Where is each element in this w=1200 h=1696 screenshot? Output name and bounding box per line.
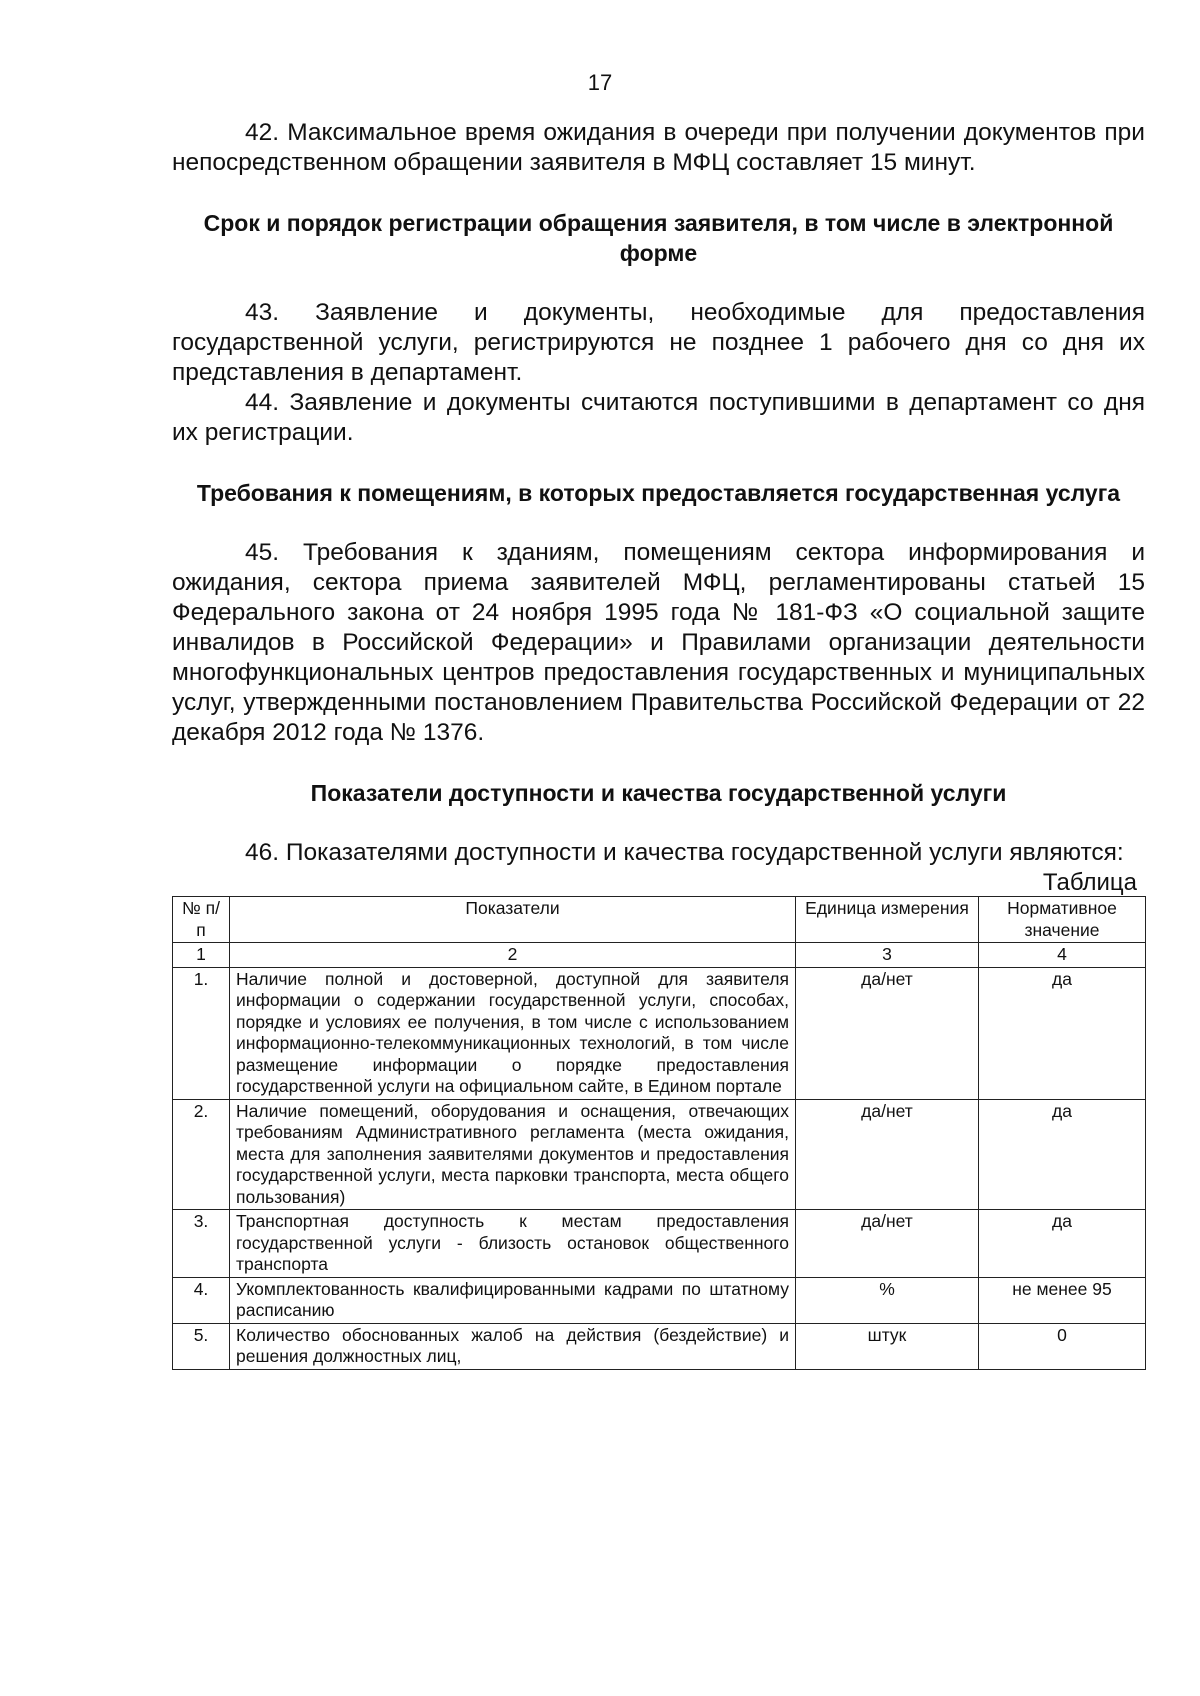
column-number: 2 — [230, 943, 796, 968]
row-value: да — [979, 1210, 1146, 1278]
paragraph-46: 46. Показателями доступности и качества государственной услуги являются: — [245, 839, 1124, 866]
header-value: Нормативное значение — [979, 897, 1146, 943]
row-indicator: Наличие помещений, оборудования и оснащения, отвечающих требованиям Административного регламента (места ожидания, места для заполнения заявителями документов и предоставления государственной услуги, места парковки транспорта, места общего пользования) — [230, 1099, 796, 1210]
row-value: 0 — [979, 1323, 1146, 1369]
header-unit: Единица измерения — [796, 897, 979, 943]
row-value: не менее 95 — [979, 1277, 1146, 1323]
column-number: 1 — [173, 943, 230, 968]
row-indicator: Количество обоснованных жалоб на действия (бездействие) и решения должностных лиц, — [230, 1323, 796, 1369]
paragraph-44: 44. Заявление и документы считаются поступившими в департамент со дня их регистрации. — [172, 389, 1145, 446]
page-number: 17 — [587, 70, 613, 95]
heading-indicators: Показатели доступности и качества государственной услуги — [310, 780, 1007, 806]
table-row — [173, 1277, 1146, 1323]
table-row — [173, 1210, 1146, 1278]
row-number: 1. — [173, 967, 230, 1099]
heading-registration: Срок и порядок регистрации обращения заявителя, в том числе в электронной форме — [203, 210, 1114, 266]
table-row — [173, 967, 1146, 1099]
row-value: да — [979, 1099, 1146, 1210]
row-unit: % — [796, 1277, 979, 1323]
paragraph-43: 43. Заявление и документы, необходимые для предоставления государственной услуги, регистрируются не позднее 1 рабочего дня со дня их представления в департамент. — [172, 299, 1145, 386]
row-unit: да/нет — [796, 1099, 979, 1210]
row-number: 5. — [173, 1323, 230, 1369]
header-indicator: Показатели — [230, 897, 796, 943]
paragraph-42: 42. Максимальное время ожидания в очереди при получении документов при непосредственном обращении заявителя в МФЦ составляет 15 минут. — [172, 119, 1145, 176]
row-unit: да/нет — [796, 1210, 979, 1278]
table-caption: Таблица — [1042, 869, 1137, 896]
document-body — [172, 118, 1145, 1370]
header-num: № п/п — [173, 897, 230, 943]
table-column-numbers-row — [173, 943, 1146, 968]
indicators-table — [172, 896, 1146, 1370]
row-number: 2. — [173, 1099, 230, 1210]
table-header-row — [173, 897, 1146, 943]
column-number: 3 — [796, 943, 979, 968]
row-indicator: Укомплектованность квалифицированными кадрами по штатному расписанию — [230, 1277, 796, 1323]
table-row — [173, 1099, 1146, 1210]
table-row — [173, 1323, 1146, 1369]
row-number: 4. — [173, 1277, 230, 1323]
row-value: да — [979, 967, 1146, 1099]
row-unit: штук — [796, 1323, 979, 1369]
row-unit: да/нет — [796, 967, 979, 1099]
row-indicator: Наличие полной и достоверной, доступной для заявителя информации о содержании государственной услуги, способах, порядке и условиях ее получения, в том числе с использованием информационно-телекоммуникационных технологий, в том числе размещение информации о порядке предоставления государственной услуги на официальном сайте, в Едином портале — [230, 967, 796, 1099]
paragraph-45: 45. Требования к зданиям, помещениям сектора информирования и ожидания, сектора приема заявителей МФЦ, регламентированы статьей 15 Федерального закона от 24 ноября 1995 года № 181-ФЗ «О социальной защите инвалидов в Российской Федерации» и Правилами организации деятельности многофункциональных центров предоставления государственных и муниципальных услуг, утвержденными постановлением Правительства Российской Федерации от 22 декабря 2012 года № 1376. — [172, 539, 1145, 746]
row-indicator: Транспортная доступность к местам предоставления государственной услуги - близость остановок общественного транспорта — [230, 1210, 796, 1278]
row-number: 3. — [173, 1210, 230, 1278]
heading-premises: Требования к помещениям, в которых предоставляется государственная услуга — [196, 480, 1121, 506]
column-number: 4 — [979, 943, 1146, 968]
